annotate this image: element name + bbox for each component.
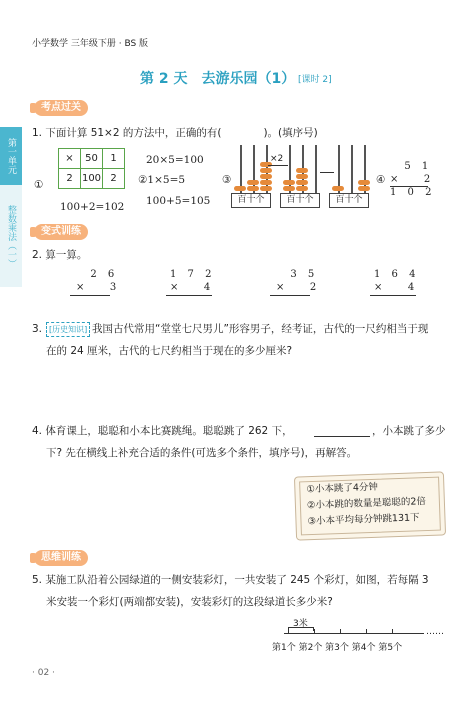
q5-bracket bbox=[288, 627, 314, 631]
q2-a: 2 6 × 3 bbox=[76, 269, 121, 293]
lesson-title: 第 2 天 去游乐园（1） bbox=[140, 71, 296, 87]
unit-subtitle: 整数乘法（一） bbox=[6, 205, 16, 268]
q4-blank[interactable] bbox=[314, 436, 370, 437]
q3-line1: 我国古代常用“堂堂七尺男儿”形容男子，经考证，古代的一尺约相当于现 bbox=[92, 323, 429, 335]
divider bbox=[270, 295, 310, 296]
q4-opt: ③小本平均每分钟跳131下 bbox=[307, 512, 420, 528]
q5-line1: 5. 某施工队沿着公园绿道的一侧安装彩灯，一共安装了 245 个彩灯，如图，若每隔 3 bbox=[32, 574, 429, 586]
grid-cell: × bbox=[59, 149, 81, 169]
q3-tag: [历史知识] bbox=[46, 322, 90, 337]
q1-m3-label: ③ bbox=[222, 174, 232, 186]
divider bbox=[370, 295, 416, 296]
q1-m1-label: ① bbox=[34, 179, 44, 191]
unit-side-tab bbox=[0, 127, 22, 287]
divider bbox=[70, 295, 110, 296]
book-title: 小学数学 三年级下册 · BS 版 bbox=[32, 39, 149, 49]
divider bbox=[166, 295, 212, 296]
pv-label: 百十个 bbox=[329, 193, 369, 208]
q4-opt: ①小本跳了4分钟 bbox=[306, 481, 379, 496]
grid-cell: 50 bbox=[81, 149, 103, 169]
q5-dots: …… bbox=[426, 627, 444, 637]
times2-label: ×2 bbox=[270, 154, 284, 164]
q5-line2: 米安装一个彩灯(两端都安装)，安装彩灯的这段绿道长多少米? bbox=[46, 596, 333, 608]
q2-stem: 2. 算一算。 bbox=[32, 249, 88, 261]
q1-grid bbox=[58, 148, 125, 189]
lesson-period: [课时 2] bbox=[298, 75, 332, 85]
q3-num: 3. bbox=[32, 323, 43, 335]
q4-line1: 4. 体育课上，聪聪和小本比赛跳绳。聪聪跳了 262 下， bbox=[32, 425, 293, 437]
unit-tab: 第一单元 bbox=[0, 127, 22, 185]
q5-lamp-labels: 第1个 第2个 第3个 第4个 第5个 bbox=[272, 643, 403, 653]
q1-m2-c: 100+5=105 bbox=[146, 195, 211, 207]
q1-m2-b: ②1×5=5 bbox=[138, 174, 186, 186]
q1-m2-a: 20×5=100 bbox=[146, 154, 204, 166]
q3-line2: 在的 24 厘米，古代的七尺约相当于现在的多少厘米? bbox=[46, 345, 293, 357]
pv-label: 百十个 bbox=[280, 193, 320, 208]
q1-m1-eq: 100+2=102 bbox=[60, 201, 125, 213]
q5-road-line bbox=[284, 633, 424, 634]
q4-opt: ②小本跳的数量是聪聪的2倍 bbox=[306, 496, 427, 512]
grid-cell: 2 bbox=[103, 169, 125, 189]
q4-condition-note bbox=[294, 471, 446, 540]
q1-m4-label: ④ bbox=[376, 174, 386, 186]
page-number: · 02 · bbox=[32, 668, 55, 678]
grid-cell: 2 bbox=[59, 169, 81, 189]
divider bbox=[390, 186, 428, 187]
q2-c: 3 5 × 2 bbox=[276, 269, 321, 293]
arrow-icon bbox=[268, 165, 288, 166]
section-kaodian: 考点过关 bbox=[34, 100, 88, 116]
q2-d: 1 6 4 × 4 bbox=[374, 269, 420, 293]
pv-label: 百十个 bbox=[231, 193, 271, 208]
section-siwei: 思维训练 bbox=[34, 550, 88, 566]
q1-stem: 1. 下面计算 51×2 的方法中，正确的有( )。(填序号) bbox=[32, 127, 318, 139]
grid-cell: 100 bbox=[81, 169, 103, 189]
q4-line2: 下? 先在横线上补充合适的条件(可选多个条件，填序号)，再解答。 bbox=[46, 447, 358, 459]
q4-line1b: ，小本跳了多少 bbox=[372, 425, 446, 437]
grid-cell: 1 bbox=[103, 149, 125, 169]
q1-m4-vertical: 5 1 × 2 1 0 2 bbox=[390, 161, 436, 198]
q2-b: 1 7 2 × 4 bbox=[170, 269, 216, 293]
q5-measure: 3米 bbox=[293, 619, 308, 629]
arrow-icon bbox=[320, 172, 334, 173]
section-bianshi: 变式训练 bbox=[34, 224, 88, 240]
